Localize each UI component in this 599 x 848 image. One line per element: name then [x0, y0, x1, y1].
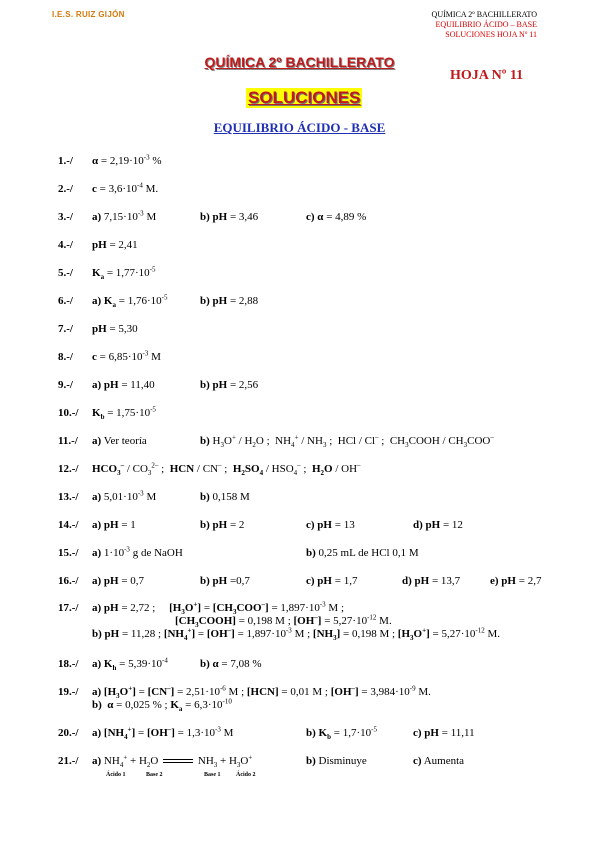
answer-c: c) Aumenta — [413, 755, 465, 767]
item-number: 3.-/ — [58, 211, 73, 223]
item-number: 12.-/ — [58, 463, 79, 475]
item-number: 17.-/ — [58, 602, 79, 614]
answer: $c = 3,6\cdot 10^{-4}$ M. — [92, 181, 159, 195]
list-item — [0, 154, 599, 170]
item-number: 9.-/ — [58, 379, 73, 391]
answer-a: a) Ver teoría — [92, 435, 147, 447]
item-number: 16.-/ — [58, 575, 79, 587]
list-item — [0, 726, 599, 742]
answer-b: b) 0,158 M — [200, 491, 250, 503]
answer-b: b) pH =0,7 — [200, 575, 250, 587]
list-item — [0, 518, 599, 534]
answer-b: b) α = 0,025 % ; $K_a = 6,3\cdot 10^{-10}$ — [92, 697, 232, 714]
answer-a: a) $1\cdot 10^{-3}$ g de NaOH — [92, 545, 183, 559]
answer: pH = 2,41 — [92, 239, 138, 251]
item-number: 14.-/ — [58, 519, 79, 531]
item-number: 4.-/ — [58, 239, 73, 251]
list-item — [0, 294, 599, 310]
item-number: 10.-/ — [58, 407, 79, 419]
answer-c: c) pH = 11,11 — [413, 727, 475, 739]
answer-b: b) pH = 2,88 — [200, 295, 259, 307]
answer-a: a) $5,01\cdot 10^{-3}$ M — [92, 489, 157, 503]
answer-b: b) $H_3O^+ / H_2O$ ; $NH_4^+ / NH_3$ ; HCl / Cl– ; $CH_3COOH / CH_3COO^-$ — [200, 433, 494, 450]
item-number: 20.-/ — [58, 727, 79, 739]
list-item — [0, 322, 599, 338]
label-base-2: Base 2 — [146, 772, 163, 778]
item-number: 6.-/ — [58, 295, 73, 307]
item-number: 7.-/ — [58, 323, 73, 335]
item-number: 11.-/ — [58, 435, 78, 447]
answer-a: a) $K_h = 5,39\cdot 10^{-4}$ — [92, 656, 168, 673]
item-number: 8.-/ — [58, 351, 73, 363]
list-item — [0, 210, 599, 226]
answer-a-cont: $[CH_3COOH] = 0,198$ M ; $[OH^-] = 5,27\cdot 10^{-12}$ M. — [175, 613, 392, 630]
answer-c: c) pH = 13 — [306, 519, 355, 531]
answer-b: b) pH = 2 — [200, 519, 245, 531]
answer-b: b) pH = 3,46 — [200, 211, 259, 223]
answer-d: d) pH = 13,7 — [402, 575, 461, 587]
answer-a: a) $[H_3O^+] = [CN^-] = 2,51\cdot 10^{-6}$ M ; [HCN] = 0,01 M ; $[OH^-] = 3,984\cdot 10^{-9}$ M. — [92, 684, 431, 701]
answer: $HCO_3^- / CO_3^{2-}$ ; HCN / CN– ; $H_2SO_4 / HSO_4^-$ ; $H_2O / OH^-$ — [92, 461, 361, 478]
list-item — [0, 574, 599, 590]
label-base-1: Base 1 — [204, 772, 221, 778]
answer: $K_b = 1,75\cdot 10^{-5}$ — [92, 405, 156, 422]
list-item — [0, 182, 599, 198]
list-item — [0, 434, 599, 450]
answer: $\alpha = 2,19\cdot 10^{-3}$ % — [92, 153, 162, 167]
list-item — [0, 378, 599, 394]
list-item — [0, 266, 599, 282]
list-item — [0, 350, 599, 366]
list-item-cont — [0, 698, 599, 714]
subtitle: EQUILIBRIO ÁCIDO - BASE — [213, 120, 386, 135]
list-item — [0, 546, 599, 562]
equilibrium-arrow-icon — [163, 757, 193, 765]
header-sheet: SOLUCIONES HOJA Nº 11 — [445, 30, 537, 39]
item-number: 18.-/ — [58, 658, 79, 670]
answer-b: b) Disminuye — [306, 755, 367, 767]
header-topic: EQUILIBRIO ÁCIDO – BASE — [435, 20, 537, 29]
list-item — [0, 657, 599, 673]
item-number: 1.-/ — [58, 155, 73, 167]
label-acid-1: Ácido 1 — [106, 772, 126, 778]
answer-b: b) pH = 11,28 ; $[NH_4^+] = [OH^-] = 1,897\cdot 10^{-3}$ M ; $[NH_3] = 0,198$ M ; $[H_3O^+] = 5,27\cdot 10^{-12}$ M. — [92, 626, 501, 643]
answer: $K_a = 1,77\cdot 10^{-5}$ — [92, 265, 156, 282]
solutions-heading: SOLUCIONES — [248, 88, 361, 107]
list-item-cont — [0, 627, 599, 643]
answer-b: b) $K_b = 1,7\cdot 10^{-5}$ — [306, 725, 377, 742]
list-item — [0, 238, 599, 254]
answer-a: a) $NH_4^+ + H_2O$ $NH_3 + H_3O^+$ — [92, 753, 253, 770]
header-course: QUÍMICA 2º BACHILLERATO — [431, 10, 537, 19]
item-number: 21.-/ — [58, 755, 79, 767]
answer-c: c) α = 4,89 % — [306, 211, 367, 223]
answer-a: a) pH = 1 — [92, 519, 136, 531]
page-title: QUÍMICA 2º BACHILLERATO — [204, 54, 395, 70]
sheet-number: HOJA Nº 11 — [450, 68, 524, 83]
answer-a: a) $[NH_4^+] = [OH^-] = 1,3\cdot 10^{-3}$ M — [92, 725, 234, 742]
answer-a: a) pH = 11,40 — [92, 379, 155, 391]
answer: $c = 6,85\cdot 10^{-3}$ M — [92, 349, 161, 363]
answer-e: e) pH = 2,7 — [490, 575, 542, 587]
answer-a: a) pH = 0,7 — [92, 575, 145, 587]
answer-b: b) α = 7,08 % — [200, 658, 262, 670]
item-number: 19.-/ — [58, 686, 79, 698]
answer-a: a) pH = 2,72 ; $[H_3O^+] = [CH_3COO^-] = 1,897\cdot 10^{-3}$ M ; — [92, 600, 345, 617]
item-number: 13.-/ — [58, 491, 79, 503]
item-number: 2.-/ — [58, 183, 73, 195]
answer-b: b) pH = 2,56 — [200, 379, 259, 391]
list-item — [0, 406, 599, 422]
answer-d: d) pH = 12 — [413, 519, 463, 531]
answer-c: c) pH = 1,7 — [306, 575, 358, 587]
list-item — [0, 490, 599, 506]
list-item — [0, 462, 599, 478]
answer: pH = 5,30 — [92, 323, 138, 335]
list-item — [0, 754, 599, 784]
answer-a: a) $7,15\cdot 10^{-3}$ M — [92, 209, 157, 223]
item-number: 15.-/ — [58, 547, 79, 559]
label-acid-2: Ácido 2 — [236, 772, 256, 778]
answer-b: b) 0,25 mL de HCl 0,1 M — [306, 547, 419, 559]
school-name: I.E.S. RUIZ GIJÓN — [52, 10, 125, 19]
item-number: 5.-/ — [58, 267, 73, 279]
answer-a: a) $K_a = 1,76\cdot 10^{-5}$ — [92, 293, 168, 310]
